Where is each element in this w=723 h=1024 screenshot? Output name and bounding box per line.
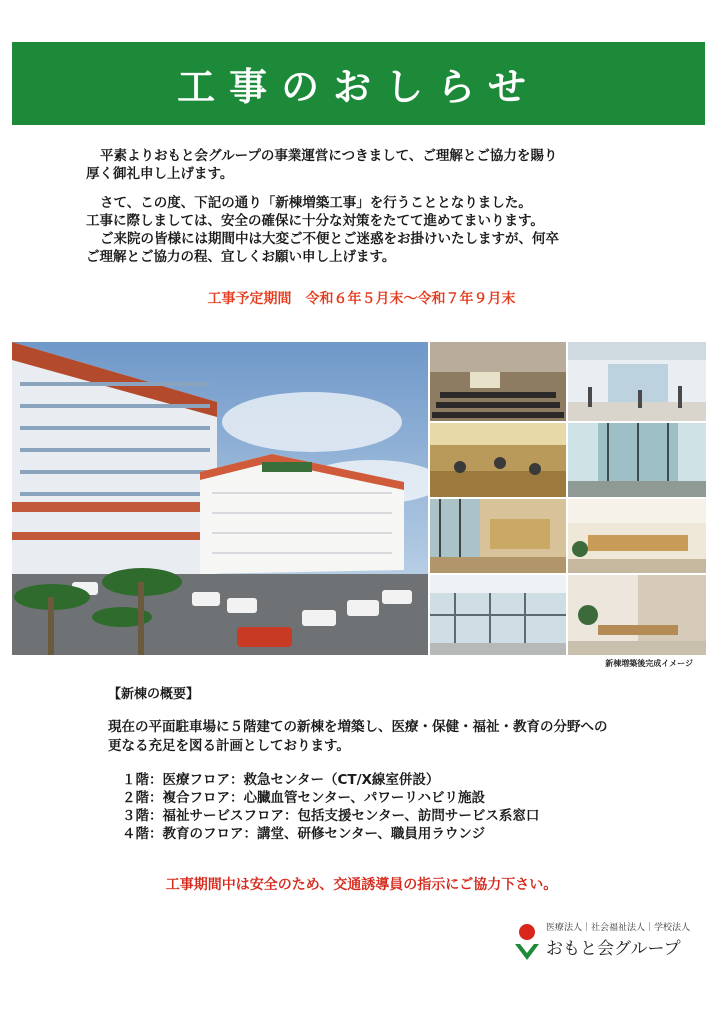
- floor-item-2: ２階：複合フロア：心臓血管センター、パワーリハビリ施設: [122, 790, 486, 806]
- interior-rendering-auditorium: [430, 342, 566, 421]
- intro-line: 工事に際しましては、安全の確保に十分な対策をたてて進めてまいります。: [86, 213, 544, 229]
- floor-item-1: １階：医療フロア：救急センター（CT/X線室併設）: [122, 772, 440, 788]
- interior-rendering-office: [430, 499, 566, 573]
- floor-list: [122, 771, 539, 843]
- intro-paragraph-2: [86, 194, 626, 266]
- intro-paragraph-1: [86, 147, 626, 183]
- intro-line: ご来院の皆様には期間中は大変ご不便とご迷惑をお掛けいたしますが、何卒: [100, 231, 559, 247]
- overview-line: 更なる充足を図る計画としております。: [108, 738, 350, 754]
- intro-line: 厚く御礼申し上げます。: [86, 166, 234, 182]
- safety-notice: 工事期間中は安全のため、交通誘導員の指示にご協力下さい。: [165, 877, 558, 893]
- interior-rendering-corridor: [568, 423, 706, 497]
- interior-rendering-lobby: [568, 342, 706, 421]
- rendering-caption: 新棟増築後完成イメージ: [605, 659, 693, 668]
- overview-line: 現在の平面駐車場に５階建ての新棟を増築し、医療・保健・福祉・教育の分野への: [108, 719, 608, 735]
- interior-rendering-consultation: [568, 575, 706, 655]
- organization-logo: [512, 918, 712, 968]
- rendering-collage: [12, 342, 706, 655]
- page-title: 工事のおしらせ: [177, 65, 540, 109]
- interior-rendering-glass-room: [430, 575, 566, 655]
- logo-subtitle: 医療法人｜社会福祉法人｜学校法人: [546, 923, 691, 933]
- intro-line: ご理解とご協力の程、宜しくお願い申し上げます。: [86, 249, 396, 265]
- interior-rendering-reception: [568, 499, 706, 573]
- floor-item-4: ４階：教育のフロア：講堂、研修センター、職員用ラウンジ: [122, 826, 486, 842]
- interior-rendering-lounge: [430, 423, 566, 497]
- construction-period: 工事予定期間 令和６年５月末～令和７年９月末: [207, 291, 516, 307]
- overview-heading: 【新棟の概要】: [108, 687, 200, 702]
- building-exterior-rendering: [12, 342, 428, 655]
- omoto-logo-icon: [512, 922, 542, 964]
- floor-item-3: ３階：福祉サービスフロア：包括支援センター、訪問サービス系窓口: [122, 808, 540, 824]
- intro-line: 平素よりおもと会グループの事業運営につきまして、ご理解とご協力を賜り: [100, 148, 558, 164]
- title-banner: [12, 42, 705, 125]
- intro-line: さて、この度、下記の通り「新棟増築工事」を行うこととなりました。: [100, 195, 532, 211]
- logo-name: おもと会グループ: [546, 939, 681, 959]
- overview-text: [108, 718, 648, 756]
